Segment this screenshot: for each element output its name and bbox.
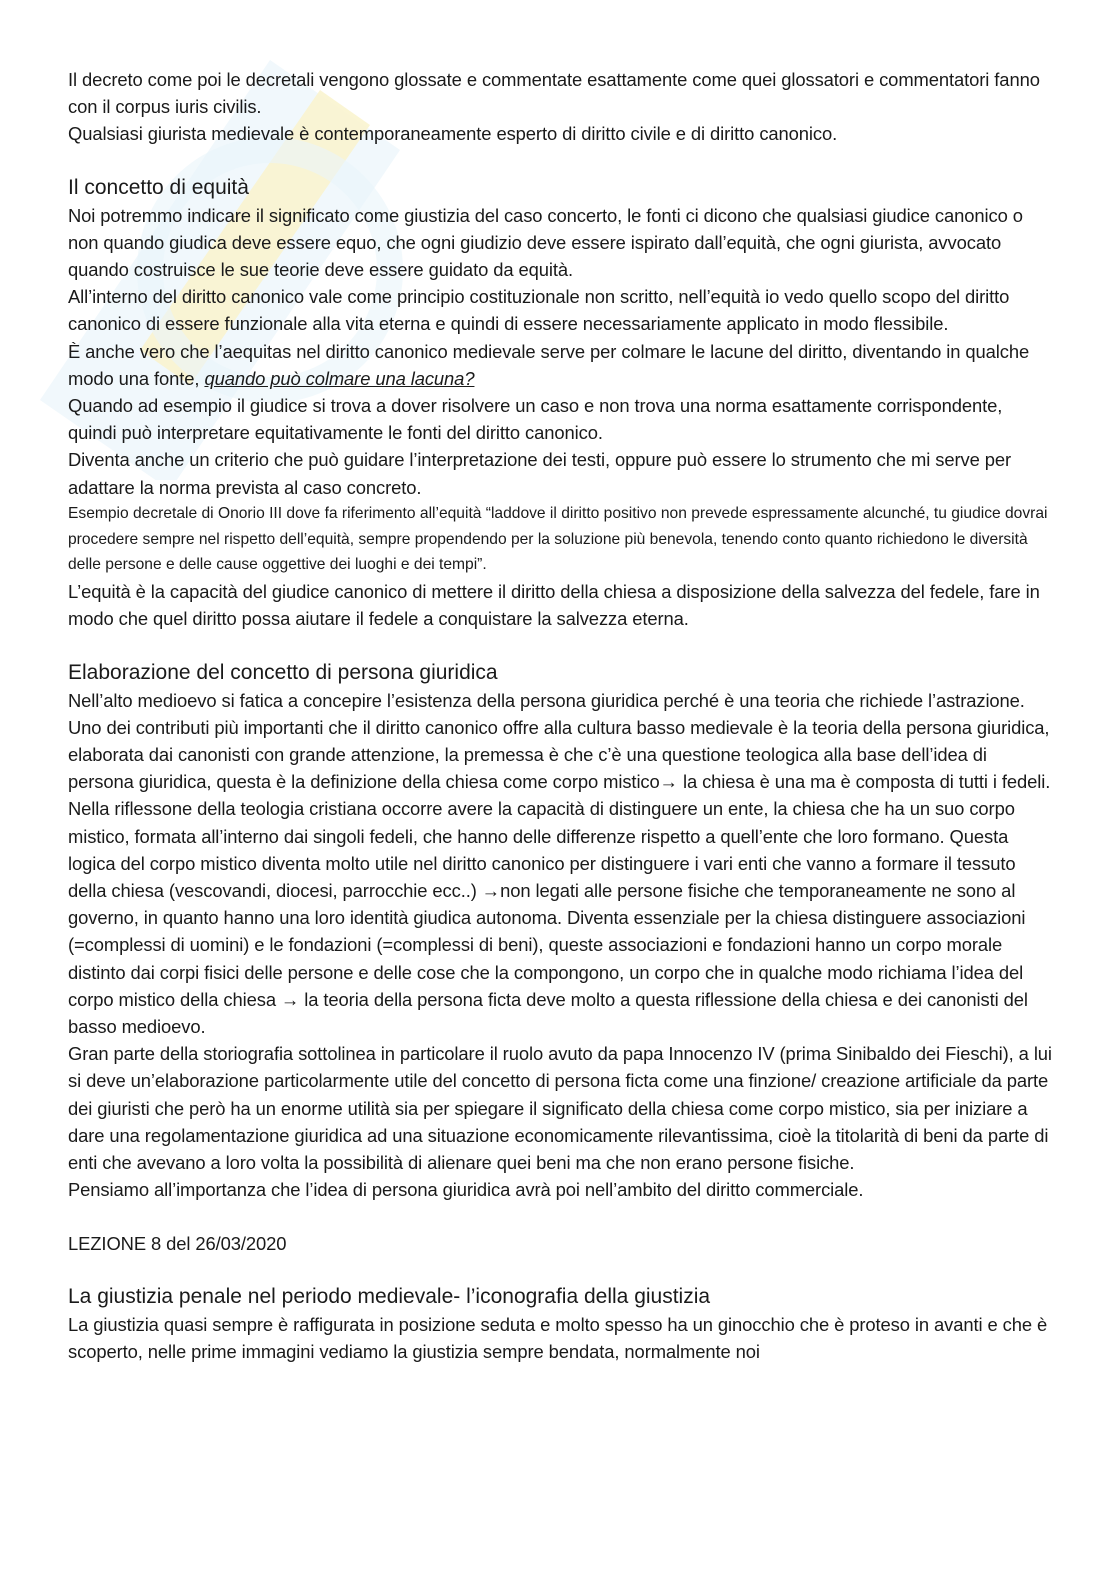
equita-quote: Esempio decretale di Onorio III dove fa riferimento all’equità “laddove il diritto positivo non prevede espressamente alcunché, tu giudice dovrai procedere sempre nel rispetto dell’equità, sempre propendendo per la soluzione più benevola, tenendo conto quanto richiedono le diversità delle persone e delle cause oggettive dei luoghi e dei tempi”. — [68, 504, 1048, 574]
lesson-label: LEZIONE 8 del 26/03/2020 — [68, 1232, 287, 1254]
section-heading-equita: Il concetto di equità — [68, 175, 249, 199]
equita-question: quando può colmare una lacuna? — [204, 367, 475, 389]
equita-paragraph-4: Quando ad esempio il giudice si trova a dover risolvere un caso e non trova una norma esattamente corrispondente, quindi può interpretare equitativamente le fonti del diritto canonico. — [68, 395, 1003, 444]
equita-paragraph-3-text: È anche vero che l’aequitas nel diritto canonico medievale serve per colmare le lacune del diritto, diventando in qualche modo una fonte, — [68, 340, 1030, 389]
spacer — [68, 1257, 1053, 1283]
spacer — [68, 148, 1053, 174]
spacer — [68, 1204, 1053, 1230]
equita-paragraph-1: Noi potremmo indicare il significato come giustizia del caso concerto, le fonti ci dicono che qualsiasi giudice canonico o non quando giudica deve essere equo, che ogni giudizio deve essere ispirato dall’equità, che ogni giurista, avvocato quando costruisce le sue teorie deve essere guidato da equità. — [68, 204, 1023, 281]
persona-paragraph-1: Nell’alto medioevo si fatica a concepire l’esistenza della persona giuridica perché è una teoria che richiede l’astrazione. Uno dei contributi più importanti che il diritto canonico offre alla cultura basso medievale è la teoria della persona giuridica, elaborata dai canonisti con grande attenzione, la premessa è che c’è una questione teologica alla base dell’idea di persona giuridica, questa è la definizione della chiesa come corpo mistico→ la chiesa è una ma è composta di tutti i fedeli. Nella riflessone della teologia cristiana occorre avere la capacità di distinguere un ente, la chiesa che ha un suo corpo mistico, formata all’interno dai singoli fedeli, che hanno delle differenze rispetto a quell’ente che loro formano. Questa logica del corpo mistico diventa molto utile nel diritto canonico per distinguere i vari enti che vanno a formare il tessuto della chiesa (vescovandi, diocesi, parrocchie ecc..) →non legati alle persone fisiche che temporaneamente ne sono al governo, in quanto hanno una loro identità giudica autonoma. Diventa essenziale per la chiesa distinguere associazioni (=complessi di uomini) e le fondazioni (=complessi di beni), queste associazioni e fondazioni hanno un corpo morale distinto dai corpi fisici delle persone e delle cose che la compongono, un corpo che in qualche modo richiama l’idea del corpo mistico della chiesa → la teoria della persona ficta deve molto a questa riflessione della chiesa e dei canonisti del basso medioevo. — [68, 689, 1051, 1038]
equita-paragraph-5: Diventa anche un criterio che può guidare l’interpretazione dei testi, oppure può essere lo strumento che mi serve per adattare la norma prevista al caso concreto. — [68, 449, 1012, 498]
spacer — [68, 633, 1053, 659]
intro-paragraph-2: Qualsiasi giurista medievale è contemporaneamente esperto di diritto civile e di diritto canonico. — [68, 123, 838, 145]
persona-paragraph-2: Gran parte della storiografia sottolinea in particolare il ruolo avuto da papa Innocenzo IV (prima Sinibaldo dei Fieschi), a lui si deve un’elaborazione particolarmente utile del concetto di persona ficta come una finzione/ creazione artificiale da parte dei giuristi che però ha un enorme utilità sia per spiegare il significato della chiesa come corpo mistico, sia per iniziare a dare una regolamentazione giuridica ad una situazione economicamente rilevantissima, cioè la titolarità di beni da parte di enti che avevano a loro volta la possibilità di alienare quei beni ma che non erano persone fisiche. — [68, 1043, 1052, 1174]
equita-paragraph-6: L’equità è la capacità del giudice canonico di mettere il diritto della chiesa a disposizione della salvezza del fedele, fare in modo che quel diritto possa aiutare il fedele a conquistare la salvezza eterna. — [68, 581, 1040, 630]
penale-paragraph-1: La giustizia quasi sempre è raffigurata in posizione seduta e molto spesso ha un ginocchio che è proteso in avanti e che è scoperto, nelle prime immagini vediamo la giustizia sempre bendata, normalmente noi — [68, 1313, 1048, 1362]
document-page — [68, 66, 1053, 1365]
persona-paragraph-3: Pensiamo all’importanza che l’idea di persona giuridica avrà poi nell’ambito del diritto commerciale. — [68, 1179, 864, 1201]
equita-paragraph-3 — [68, 338, 1053, 392]
intro-paragraph-1: Il decreto come poi le decretali vengono glossate e commentate esattamente come quei glossatori e commentatori fanno con il corpus iuris civilis. — [68, 69, 1040, 118]
section-heading-persona-giuridica: Elaborazione del concetto di persona giuridica — [68, 660, 498, 684]
equita-paragraph-2: All’interno del diritto canonico vale come principio costituzionale non scritto, nell’equità io vedo quello scopo del diritto canonico di essere funzionale alla vita eterna e quindi di essere necessariamente applicato in modo flessibile. — [68, 286, 1010, 335]
section-heading-giustizia-penale: La giustizia penale nel periodo medievale- l’iconografia della giustizia — [68, 1284, 711, 1308]
